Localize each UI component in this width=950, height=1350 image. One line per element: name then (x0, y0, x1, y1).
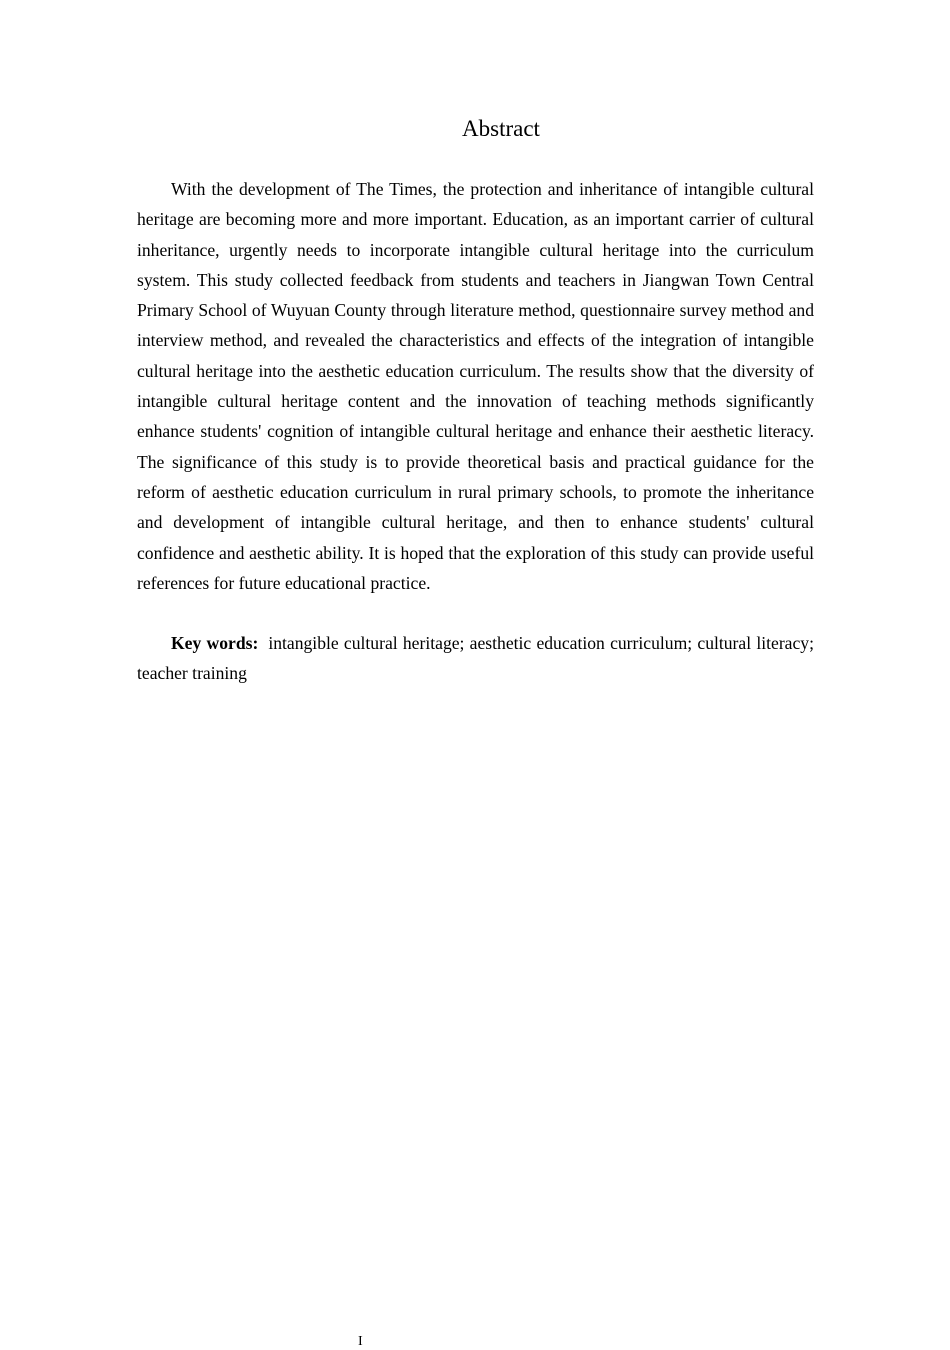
page-number: I (358, 1334, 363, 1349)
abstract-paragraph: With the development of The Times, the protection and inheritance of intangible cultural heritage are becoming more and more important. Education, as an important carrier of cultural inheritance, urgently needs to incorporate intangible cultural heritage into the curriculum system. This study collected feedback from students and teachers in Jiangwan Town Central Primary School of Wuyuan County through literature method, questionnaire survey method and interview method, and revealed the characteristics and effects of the integration of intangible cultural heritage into the aesthetic education curriculum. The results show that the diversity of intangible cultural heritage content and the innovation of teaching methods significantly enhance students' cognition of intangible cultural heritage and enhance their aesthetic literacy. The significance of this study is to provide theoretical basis and practical guidance for the reform of aesthetic education curriculum in rural primary schools, to promote the inheritance and development of intangible cultural heritage, and then to enhance students' cultural confidence and aesthetic ability. It is hoped that the exploration of this study can provide useful references for future educational practice. (137, 179, 814, 593)
keywords-text: intangible cultural heritage; aesthetic education curriculum; cultural literacy; teacher training (137, 633, 814, 684)
page-title: Abstract (462, 116, 540, 141)
keywords-label: Key words: (171, 633, 259, 653)
keywords-paragraph (137, 628, 814, 689)
